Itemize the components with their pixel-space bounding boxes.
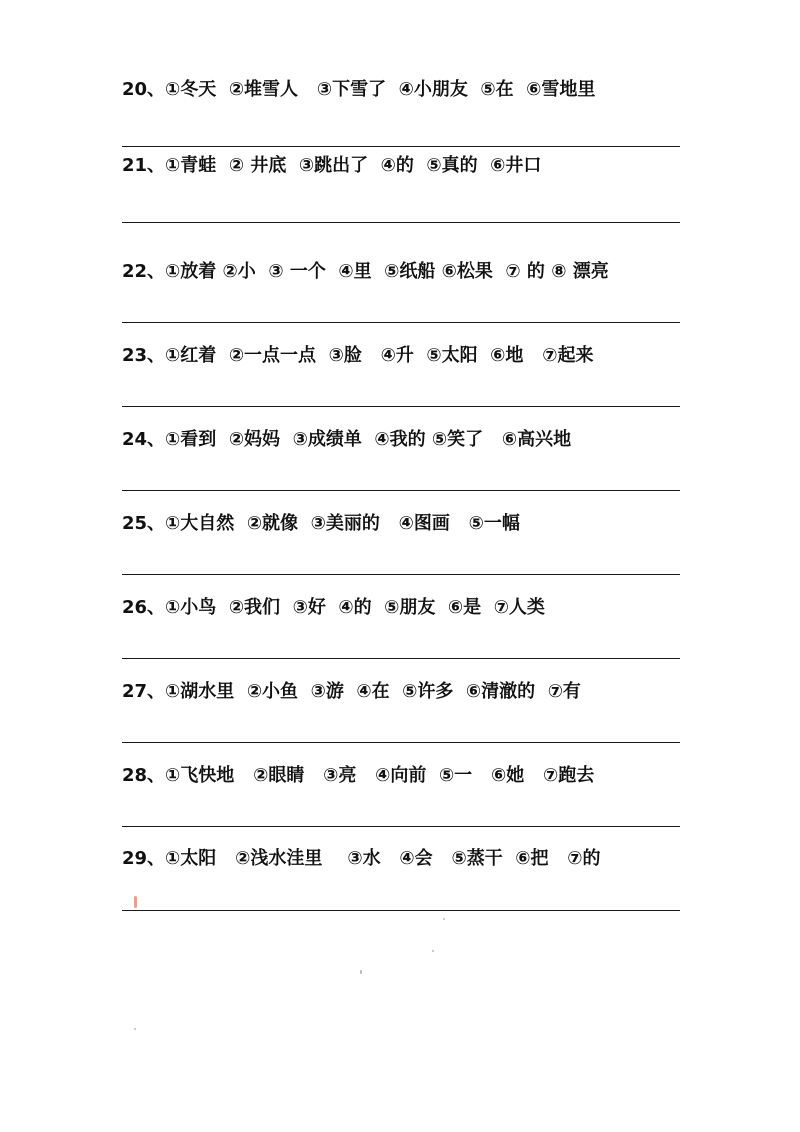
scan-speck bbox=[134, 1028, 136, 1030]
answer-line[interactable] bbox=[122, 146, 680, 147]
exercise-text: 23、①红着 ②一点一点 ③脸 ④升 ⑤太阳 ⑥地 ⑦起来 bbox=[122, 345, 594, 366]
exercise-text: 21、①青蛙 ② 井底 ③跳出了 ④的 ⑤真的 ⑥井口 bbox=[122, 155, 542, 176]
answer-line[interactable] bbox=[122, 742, 680, 743]
exercise-28 bbox=[122, 764, 682, 788]
exercise-21 bbox=[122, 154, 682, 178]
exercise-24 bbox=[122, 428, 682, 452]
answer-line[interactable] bbox=[122, 826, 680, 827]
answer-line[interactable] bbox=[122, 574, 680, 575]
exercise-text: 22、①放着 ②小 ③ 一个 ④里 ⑤纸船 ⑥松果 ⑦ 的 ⑧ 漂亮 bbox=[122, 261, 609, 282]
exercise-23 bbox=[122, 344, 682, 368]
exercise-text: 24、①看到 ②妈妈 ③成绩单 ④我的 ⑤笑了 ⑥高兴地 bbox=[122, 429, 572, 450]
exercise-22 bbox=[122, 260, 682, 284]
scan-speck bbox=[443, 918, 445, 920]
exercise-text: 27、①湖水里 ②小鱼 ③游 ④在 ⑤许多 ⑥清澈的 ⑦有 bbox=[122, 681, 581, 702]
answer-line[interactable] bbox=[122, 910, 680, 911]
answer-line[interactable] bbox=[122, 658, 680, 659]
answer-line[interactable] bbox=[122, 406, 680, 407]
exercise-text: 20、①冬天 ②堆雪人 ③下雪了 ④小朋友 ⑤在 ⑥雪地里 bbox=[122, 79, 596, 100]
scan-speck bbox=[360, 970, 362, 974]
exercise-text: 28、①飞快地 ②眼睛 ③亮 ④向前 ⑤一 ⑥她 ⑦跑去 bbox=[122, 765, 595, 786]
exercise-27 bbox=[122, 680, 682, 704]
scan-mark bbox=[134, 896, 137, 908]
exercise-text: 26、①小鸟 ②我们 ③好 ④的 ⑤朋友 ⑥是 ⑦人类 bbox=[122, 597, 545, 618]
exercise-26 bbox=[122, 596, 682, 620]
scan-speck bbox=[432, 950, 434, 952]
exercise-text: 29、①太阳 ②浅水洼里 ③水 ④会 ⑤蒸干 ⑥把 ⑦的 bbox=[122, 848, 601, 869]
exercise-29 bbox=[122, 847, 682, 871]
exercise-text: 25、①大自然 ②就像 ③美丽的 ④图画 ⑤一幅 bbox=[122, 513, 520, 534]
answer-line[interactable] bbox=[122, 490, 680, 491]
answer-line[interactable] bbox=[122, 222, 680, 223]
exercise-25 bbox=[122, 512, 682, 536]
exercise-20 bbox=[122, 78, 682, 102]
answer-line[interactable] bbox=[122, 322, 680, 323]
